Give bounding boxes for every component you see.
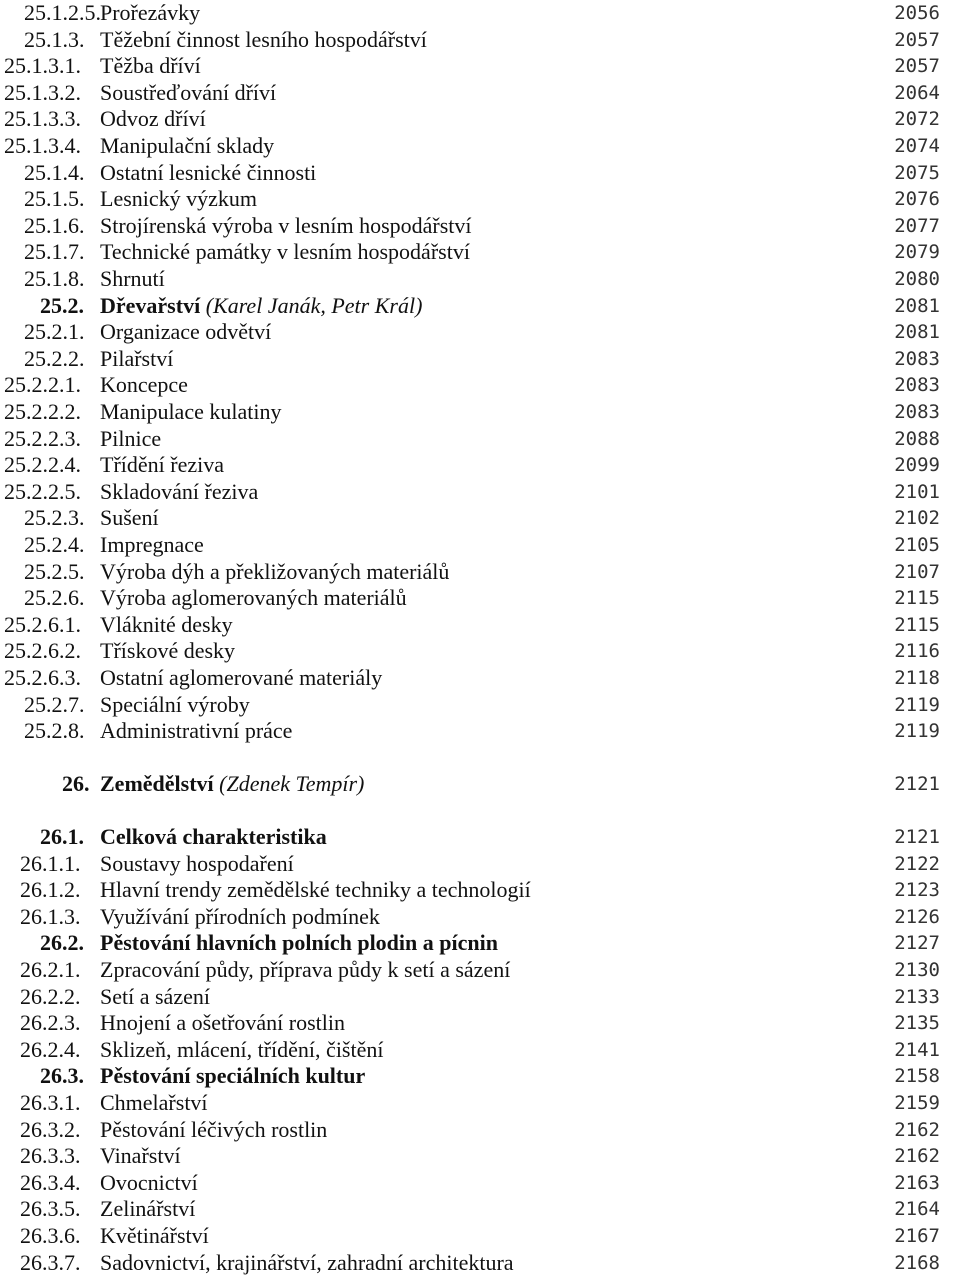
- section-title: Setí a sázení: [100, 983, 210, 1009]
- toc-entry: [0, 1037, 960, 1064]
- section-title: Dřevařství: [100, 292, 201, 318]
- section-number: 25.2.2.3.: [4, 425, 81, 451]
- page-number: 2167: [894, 1225, 940, 1247]
- section-title: Manipulace kulatiny: [100, 399, 282, 424]
- toc-entry: [0, 1170, 960, 1197]
- section-heading: [100, 771, 364, 798]
- section-number: 26.2.4.: [20, 1036, 81, 1062]
- page-number: 2164: [894, 1198, 940, 1221]
- page-number: 2083: [894, 374, 940, 397]
- section-number: 26.2.1.: [20, 957, 81, 982]
- page-number: 2081: [894, 294, 940, 317]
- section-number: 26.1.1.: [20, 850, 81, 876]
- section-number: 26.1.3.: [20, 903, 81, 929]
- section-number: 25.2.6.: [24, 585, 85, 611]
- section-title: Chmelařství: [100, 1090, 208, 1115]
- page-number: 2074: [894, 135, 940, 157]
- section-title: Koncepce: [100, 372, 188, 398]
- toc-entry: [0, 239, 960, 266]
- toc-entry: [0, 718, 960, 745]
- toc-entry: [0, 1010, 960, 1037]
- section-number: 25.1.6.: [24, 212, 85, 238]
- page-number: 2115: [894, 613, 940, 636]
- page-number: 2141: [894, 1038, 940, 1061]
- toc-entry: [0, 904, 960, 931]
- page-number: 2107: [894, 560, 940, 583]
- toc-entry: [0, 559, 960, 586]
- page-number: 2088: [894, 427, 940, 450]
- section-title: Sušení: [100, 505, 159, 531]
- page-number: 2105: [894, 534, 940, 556]
- page-number: 2079: [894, 241, 940, 264]
- toc-entry: [0, 53, 960, 80]
- page-number: 2075: [894, 161, 940, 184]
- toc-entry: [0, 106, 960, 133]
- section-number: 25.1.4.: [24, 159, 85, 185]
- section-number: 25.2.2.4.: [4, 452, 81, 478]
- section-number: 25.1.3.4.: [4, 133, 81, 158]
- section-number: 26.3.2.: [20, 1116, 81, 1142]
- page-number: 2064: [894, 81, 940, 104]
- section-number: 25.2.2.2.: [4, 399, 81, 424]
- toc-entry: [0, 160, 960, 187]
- section-title: Ostatní aglomerované materiály: [100, 665, 383, 690]
- page-number: 2116: [894, 640, 940, 663]
- page-number: 2135: [894, 1012, 940, 1035]
- page-number: 2119: [894, 720, 940, 743]
- page-number: 2056: [894, 2, 940, 24]
- section-number: 26.3.5.: [20, 1196, 81, 1222]
- section-title: Administrativní práce: [100, 718, 293, 744]
- section-number: 26.2.2.: [20, 983, 81, 1009]
- toc-entry: [0, 80, 960, 107]
- page-number: 2133: [894, 985, 940, 1008]
- section-title: Shrnutí: [100, 266, 165, 291]
- page-number: 2122: [894, 852, 940, 875]
- section-title: Speciální výroby: [100, 691, 250, 717]
- toc-entry: [0, 957, 960, 984]
- page-number: 2162: [894, 1118, 940, 1141]
- section-number: 26.3.: [40, 1063, 84, 1089]
- section-title: Vláknité desky: [100, 611, 233, 637]
- toc-entry: [0, 186, 960, 213]
- section-authors: (Karel Janák, Petr Král): [205, 292, 423, 318]
- section-number: 26.: [62, 771, 90, 796]
- toc-entry: [0, 638, 960, 665]
- page-number: 2083: [894, 401, 940, 423]
- section-number: 26.2.: [40, 930, 84, 956]
- section-heading: [100, 293, 422, 320]
- toc-entry: [0, 426, 960, 453]
- section-title: Strojírenská výroba v lesním hospodářství: [100, 212, 472, 238]
- page-number: 2102: [894, 507, 940, 530]
- section-number: 25.2.4.: [24, 532, 85, 557]
- section-authors: (Zdenek Tempír): [219, 771, 365, 796]
- section-number: 25.1.3.2.: [4, 79, 81, 105]
- page-number: 2119: [894, 693, 940, 716]
- section-title: Vinařství: [100, 1143, 181, 1169]
- section-title: Skladování řeziva: [100, 478, 259, 504]
- section-title: Manipulační sklady: [100, 133, 275, 158]
- section-number: 25.2.6.1.: [4, 611, 81, 637]
- toc-entry: [0, 1143, 960, 1170]
- page-number: 2130: [894, 959, 940, 981]
- section-title: Pěstování hlavních polních plodin a pícnin: [100, 930, 498, 956]
- section-title: Zemědělství: [100, 771, 214, 796]
- section-title: Hlavní trendy zemědělské techniky a technologií: [100, 877, 531, 903]
- toc-entry: [0, 930, 960, 957]
- page-number: 2121: [894, 826, 940, 848]
- section-title: Zelinářství: [100, 1196, 196, 1222]
- toc-entry: [0, 824, 960, 851]
- toc-entry: [0, 665, 960, 692]
- section-title: Impregnace: [100, 532, 204, 557]
- section-title: Třískové desky: [100, 638, 236, 664]
- section-title: Hnojení a ošetřování rostlin: [100, 1010, 346, 1036]
- section-title: Sklizeň, mlácení, třídění, čištění: [100, 1036, 384, 1062]
- section-title: Třídění řeziva: [100, 452, 224, 478]
- toc-entry: [0, 399, 960, 426]
- toc-entry: [0, 213, 960, 240]
- section-number: 26.3.1.: [20, 1090, 81, 1115]
- page-number: 2163: [894, 1171, 940, 1194]
- section-title: Výroba dýh a překližovaných materiálů: [100, 558, 450, 584]
- page-number: 2158: [894, 1065, 940, 1088]
- toc-entry: [0, 346, 960, 373]
- toc-entry: [0, 505, 960, 532]
- page-number: 2072: [894, 108, 940, 131]
- section-title: Ovocnictví: [100, 1169, 198, 1195]
- section-number: 25.2.2.5.: [4, 478, 81, 504]
- section-title: Výroba aglomerovaných materiálů: [100, 585, 407, 611]
- section-title: Těžba dříví: [100, 53, 201, 79]
- toc-entry: [0, 771, 960, 798]
- toc-entry: [0, 851, 960, 878]
- section-number: 25.1.8.: [24, 266, 85, 291]
- section-number: 26.1.2.: [20, 877, 81, 903]
- section-number: 26.3.4.: [20, 1169, 81, 1195]
- section-title: Zpracování půdy, příprava půdy k setí a sázení: [100, 957, 511, 982]
- section-number: 25.1.3.: [24, 26, 85, 52]
- section-number: 26.1.: [40, 824, 84, 849]
- section-number: 25.2.3.: [24, 505, 85, 531]
- section-title: Pěstování speciálních kultur: [100, 1063, 366, 1089]
- section-title: Organizace odvětví: [100, 319, 272, 345]
- section-title: Sadovnictví, krajinářství, zahradní architektura: [100, 1249, 514, 1275]
- toc-entry: [0, 532, 960, 559]
- page-number: 2101: [894, 480, 940, 503]
- toc-entry: [0, 0, 960, 27]
- toc-entry: [0, 1223, 960, 1250]
- toc-entry: [0, 1063, 960, 1090]
- toc-entry: [0, 266, 960, 293]
- section-number: 25.2.6.2.: [4, 638, 81, 664]
- page-number: 2077: [894, 214, 940, 237]
- section-number: 25.1.3.3.: [4, 106, 81, 132]
- section-title: Těžební činnost lesního hospodářství: [100, 26, 427, 52]
- toc-entry: [0, 133, 960, 160]
- page-number: 2057: [894, 28, 940, 51]
- toc-entry: [0, 479, 960, 506]
- page-number: 2081: [894, 321, 940, 344]
- section-title: Ostatní lesnické činnosti: [100, 159, 317, 185]
- toc-entry: [0, 1196, 960, 1223]
- section-number: 26.3.3.: [20, 1143, 81, 1169]
- section-number: 25.1.7.: [24, 239, 85, 265]
- section-title: Odvoz dříví: [100, 106, 206, 132]
- page-number: 2118: [894, 667, 940, 689]
- section-number: 26.3.7.: [20, 1249, 81, 1275]
- page-number: 2057: [894, 55, 940, 78]
- section-title: Lesnický výzkum: [100, 186, 258, 212]
- page-number: 2123: [894, 879, 940, 902]
- toc-entry: [0, 27, 960, 54]
- section-title: Soustřeďování dříví: [100, 79, 277, 105]
- section-number: 25.2.2.: [24, 345, 85, 371]
- section-number: 25.2.1.: [24, 319, 85, 345]
- section-title: Soustavy hospodaření: [100, 850, 294, 876]
- toc-entry: [0, 877, 960, 904]
- section-number: 25.1.5.: [24, 186, 85, 212]
- section-title: Pilnice: [100, 425, 162, 451]
- section-number: 25.2.5.: [24, 558, 85, 584]
- page-number: 2083: [894, 347, 940, 370]
- page-number: 2168: [894, 1251, 940, 1274]
- section-number: 25.2.2.1.: [4, 372, 81, 398]
- toc-entry: [0, 984, 960, 1011]
- section-title: Využívání přírodních podmínek: [100, 903, 380, 929]
- page-number: 2162: [894, 1145, 940, 1168]
- page-number: 2121: [894, 773, 940, 795]
- toc-entry: [0, 1117, 960, 1144]
- section-title: Celková charakteristika: [100, 824, 327, 849]
- toc-entry: [0, 1250, 960, 1277]
- section-title: Prořezávky: [100, 0, 201, 25]
- toc-entry: [0, 1090, 960, 1117]
- toc-entry: [0, 692, 960, 719]
- toc-entry: [0, 293, 960, 320]
- section-number: 26.3.6.: [20, 1223, 81, 1248]
- section-number: 25.2.7.: [24, 691, 85, 717]
- toc-entry: [0, 372, 960, 399]
- page-number: 2159: [894, 1092, 940, 1114]
- section-title: Technické památky v lesním hospodářství: [100, 239, 470, 265]
- section-title: Pěstování léčivých rostlin: [100, 1116, 328, 1142]
- section-number: 25.1.2.5.: [24, 0, 101, 25]
- section-number: 25.2.6.3.: [4, 665, 81, 690]
- page-number: 2115: [894, 587, 940, 610]
- toc-entry: [0, 452, 960, 479]
- page-number: 2076: [894, 188, 940, 211]
- section-number: 26.2.3.: [20, 1010, 81, 1036]
- section-number: 25.1.3.1.: [4, 53, 81, 79]
- section-title: Pilařství: [100, 345, 174, 371]
- page-number: 2099: [894, 454, 940, 477]
- toc-entry: [0, 612, 960, 639]
- section-number: 25.2.: [40, 292, 84, 318]
- page-number: 2127: [894, 932, 940, 955]
- toc-entry: [0, 585, 960, 612]
- section-number: 25.2.8.: [24, 718, 85, 744]
- page-number: 2080: [894, 268, 940, 290]
- toc-entry: [0, 319, 960, 346]
- page-number: 2126: [894, 905, 940, 928]
- section-title: Květinářství: [100, 1223, 209, 1248]
